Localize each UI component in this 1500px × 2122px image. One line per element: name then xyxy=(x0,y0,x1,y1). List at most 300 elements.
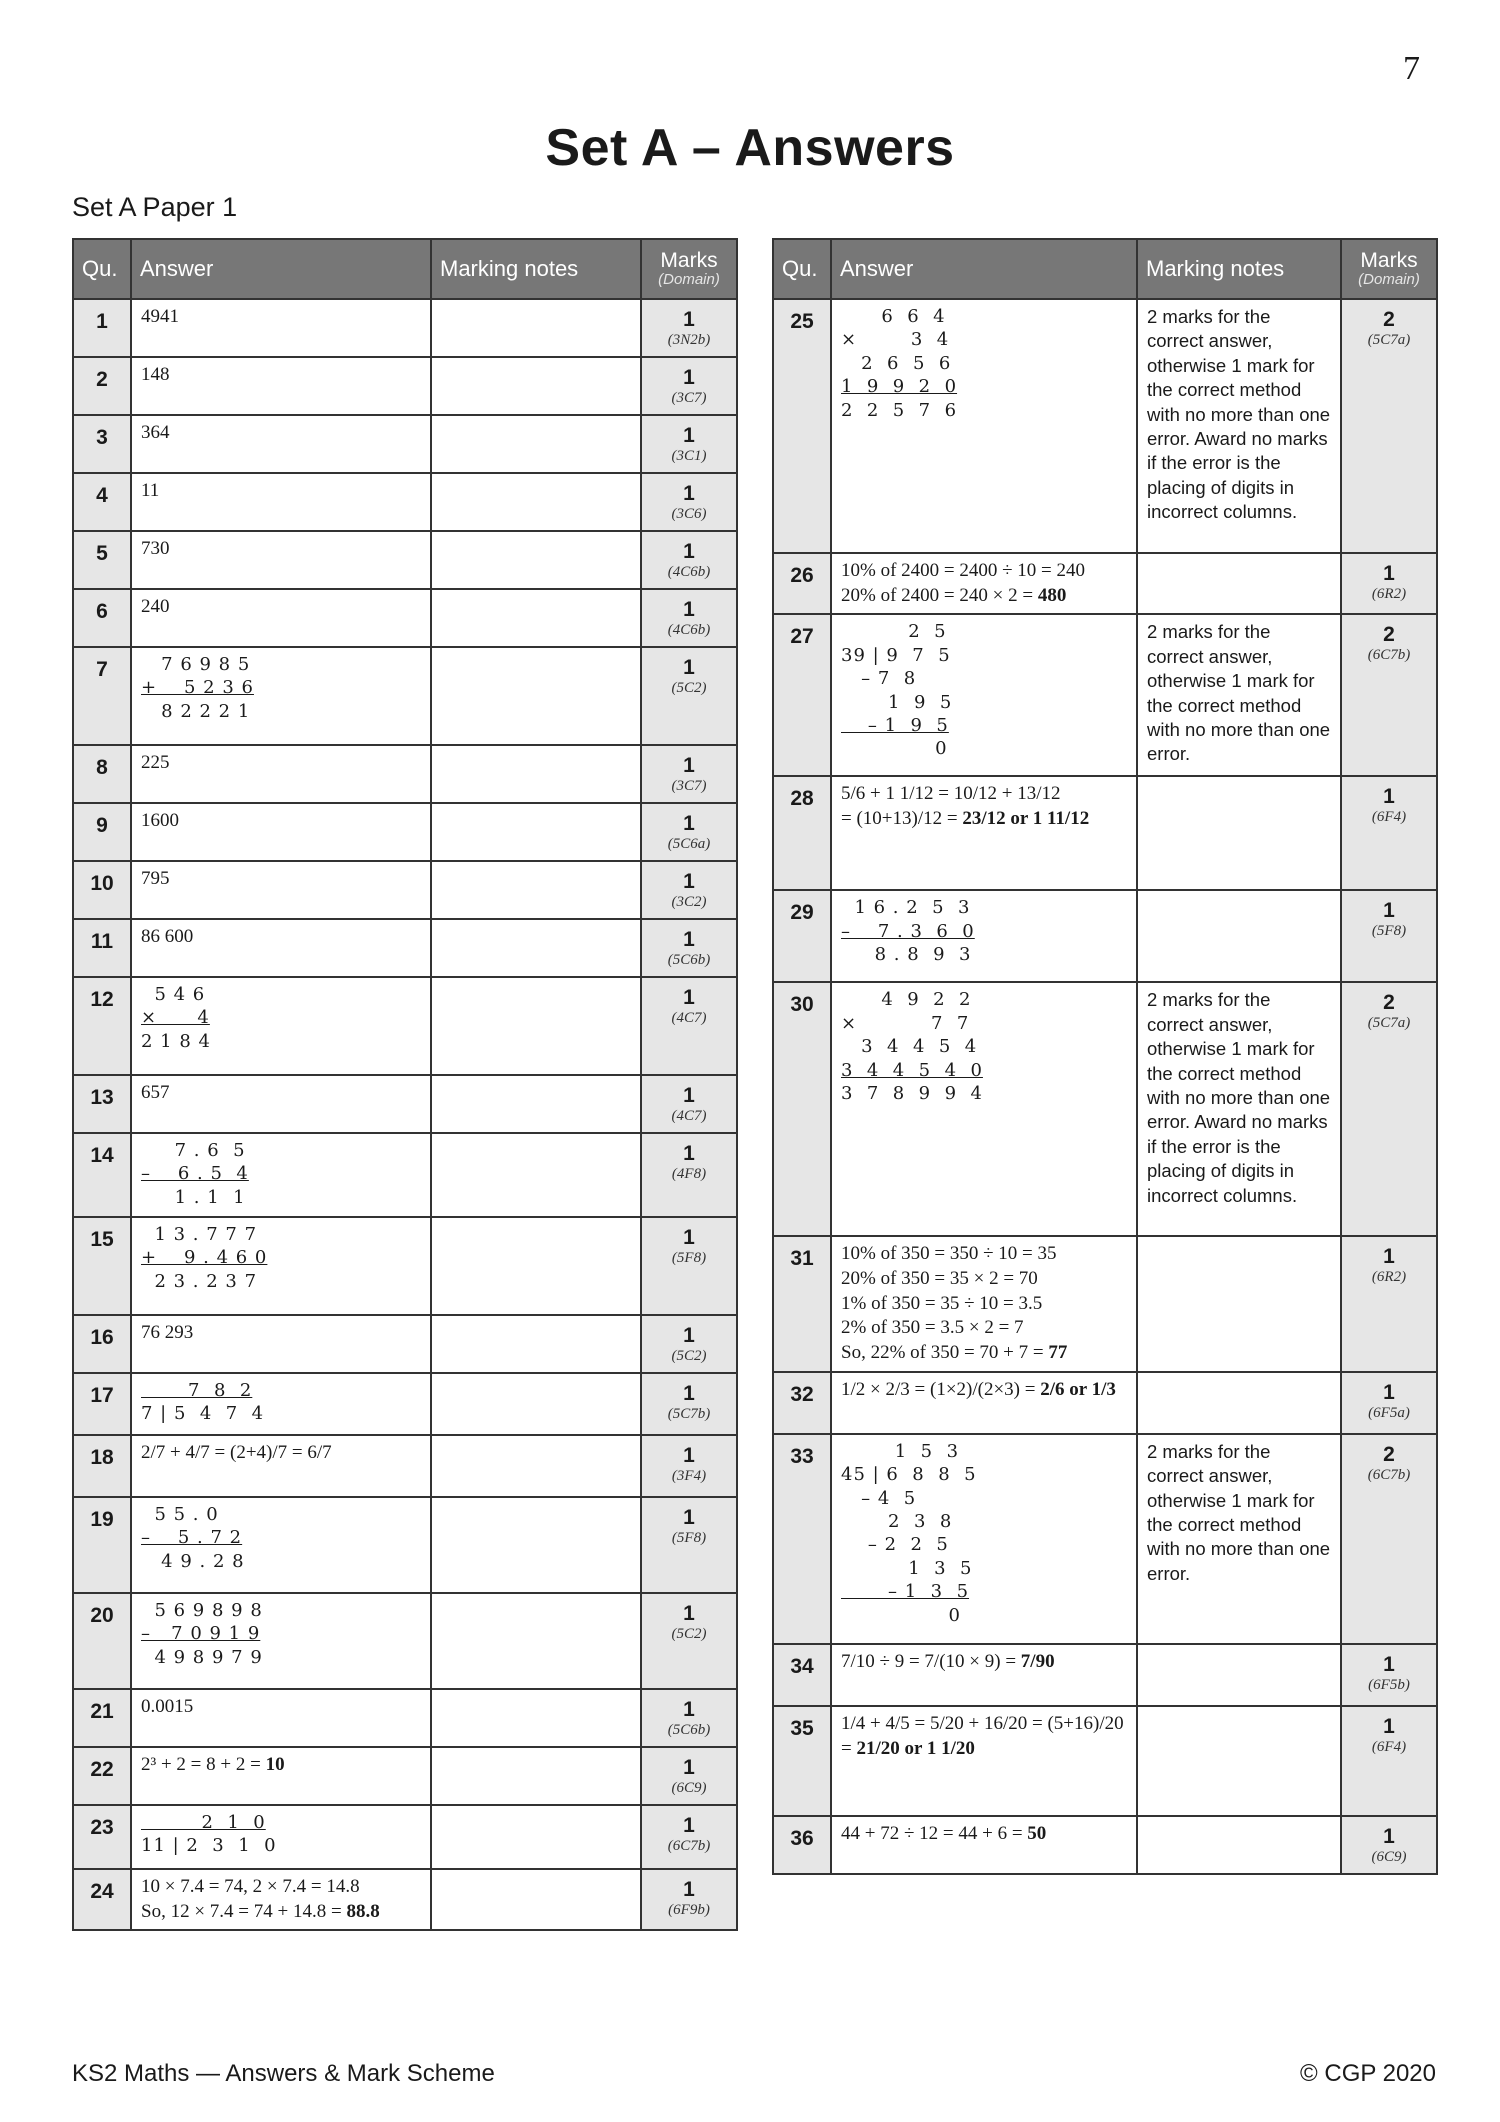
answer-line: – 2 2 5 xyxy=(841,1534,949,1556)
marks-value: 1 xyxy=(1383,1824,1395,1848)
question-number: 3 xyxy=(73,415,131,473)
paper-subtitle: Set A Paper 1 xyxy=(72,192,238,222)
question-number: 15 xyxy=(73,1217,131,1315)
answer-line: 1 . 1 1 xyxy=(141,1186,246,1208)
domain-code: (5C7b) xyxy=(667,1406,711,1423)
answer-line: – 6 . 5 4 xyxy=(141,1163,249,1185)
marks-cell xyxy=(641,803,737,861)
answer-line: 4 9 . 2 8 xyxy=(141,1550,245,1572)
domain-code: (3C7) xyxy=(671,390,707,407)
answer-cell xyxy=(131,919,431,977)
answer-cell xyxy=(831,1706,1137,1816)
table-row xyxy=(73,1075,737,1133)
marking-notes-cell xyxy=(431,919,641,977)
marking-notes-cell xyxy=(1137,1816,1341,1874)
domain-code: (5C2) xyxy=(671,680,707,697)
domain-code: (5C7a) xyxy=(1367,332,1411,349)
question-number: 18 xyxy=(73,1435,131,1497)
answer-cell xyxy=(831,553,1137,614)
marks-value: 1 xyxy=(683,928,695,951)
marks-cell xyxy=(641,299,737,357)
answer-final: 50 xyxy=(1027,1822,1047,1844)
marks-value: 1 xyxy=(683,1878,695,1901)
marks-cell xyxy=(641,1593,737,1689)
question-number: 29 xyxy=(773,890,831,982)
answer-text: = xyxy=(841,1737,857,1759)
marks-value: 1 xyxy=(683,1506,695,1529)
table-row xyxy=(73,1133,737,1217)
marks-cell xyxy=(641,1805,737,1869)
answer-line: – 1 3 5 xyxy=(841,1581,970,1603)
marking-notes-cell: 2 marks for the correct answer, otherwise 1 mark for the correct method with no more than one error. Award no marks if the error is the placing of digits in incorrect columns. xyxy=(1137,982,1341,1236)
marks-value: 1 xyxy=(683,1142,695,1165)
answer-line: 11 | 2 3 1 0 xyxy=(141,1835,277,1857)
table-row xyxy=(73,299,737,357)
answer-cell xyxy=(831,1644,1137,1706)
question-number: 12 xyxy=(73,977,131,1075)
table-row xyxy=(773,1816,1437,1874)
answer-line: 1 5 3 xyxy=(841,1440,960,1462)
question-number: 17 xyxy=(73,1373,131,1435)
answer-text: 1600 xyxy=(141,810,179,831)
table-row xyxy=(73,589,737,647)
answer-line: – 7 8 xyxy=(841,668,917,690)
marks-value: 1 xyxy=(1383,1245,1395,1269)
answer-cell xyxy=(831,1236,1137,1371)
marking-notes-cell xyxy=(431,1075,641,1133)
marking-notes-cell xyxy=(431,1747,641,1805)
answer-cell xyxy=(131,1689,431,1747)
answer-line: 3 4 4 5 4 0 xyxy=(841,1059,983,1081)
col-marks xyxy=(1341,239,1437,299)
question-number: 32 xyxy=(773,1372,831,1434)
marking-notes-cell xyxy=(431,977,641,1075)
answer-line: × 4 xyxy=(141,1007,210,1029)
question-number: 30 xyxy=(773,982,831,1236)
question-number: 19 xyxy=(73,1497,131,1593)
question-number: 7 xyxy=(73,647,131,745)
marks-cell xyxy=(641,1133,737,1217)
marks-cell xyxy=(1341,982,1437,1236)
domain-code: (6F9b) xyxy=(668,1902,710,1919)
answer-text: 7/10 ÷ 9 = 7/(10 × 9) = xyxy=(841,1650,1021,1672)
domain-code: (6R2) xyxy=(1371,1269,1407,1286)
marking-notes-cell: 2 marks for the correct answer, otherwise 1 mark for the correct method with no more than one error. xyxy=(1137,614,1341,776)
answer-text: 76 293 xyxy=(141,1322,194,1343)
marking-notes-cell xyxy=(431,1689,641,1747)
answer-line: – 1 9 5 xyxy=(841,714,949,736)
table-row xyxy=(73,745,737,803)
table-row xyxy=(773,299,1437,553)
answer-text: 1/2 × 2/3 = (1×2)/(2×3) = xyxy=(841,1378,1041,1400)
col-marks-label: Marks xyxy=(1360,249,1418,273)
marking-notes-cell xyxy=(431,1217,641,1315)
domain-code: (4C7) xyxy=(671,1108,707,1125)
question-number: 24 xyxy=(73,1869,131,1930)
marks-value: 1 xyxy=(1383,562,1395,585)
marks-value: 2 xyxy=(1383,623,1395,647)
table-row xyxy=(73,861,737,919)
marking-notes-cell xyxy=(431,1133,641,1217)
answer-text: 20% of 350 = 35 × 2 = 70 xyxy=(841,1268,1038,1290)
question-number: 22 xyxy=(73,1747,131,1805)
domain-code: (5F8) xyxy=(1371,923,1407,940)
marks-cell xyxy=(1341,1434,1437,1644)
answer-line: 3 4 4 5 4 xyxy=(841,1036,978,1058)
domain-code: (3C6) xyxy=(671,506,707,523)
marks-value: 1 xyxy=(683,1756,695,1779)
col-marking-notes: Marking notes xyxy=(1137,239,1341,299)
answer-cell xyxy=(131,647,431,745)
marks-value: 1 xyxy=(683,1814,695,1837)
marks-cell xyxy=(641,415,737,473)
answer-cell xyxy=(831,982,1137,1236)
table-row xyxy=(73,1747,737,1805)
answer-line: – 4 5 xyxy=(841,1487,917,1509)
table-row xyxy=(773,614,1437,776)
marking-notes-cell xyxy=(1137,890,1341,982)
answer-text: 86 600 xyxy=(141,926,194,947)
marks-value: 1 xyxy=(683,1324,695,1347)
answer-cell xyxy=(831,614,1137,776)
answer-cell xyxy=(131,531,431,589)
answer-text: 795 xyxy=(141,868,170,889)
answer-cell xyxy=(831,1434,1137,1644)
answer-cell xyxy=(131,1315,431,1373)
table-row xyxy=(73,919,737,977)
answer-line: 7 | 5 4 7 4 xyxy=(141,1403,265,1425)
answer-line: 45 | 6 8 8 5 xyxy=(841,1464,977,1486)
answer-line: 5 5 . 0 xyxy=(141,1504,219,1525)
domain-code: (5F8) xyxy=(671,1250,707,1267)
marks-cell xyxy=(641,1075,737,1133)
table-row xyxy=(73,1497,737,1593)
answer-text: So, 12 × 7.4 = 74 + 14.8 = xyxy=(141,1900,347,1922)
col-domain-label: (Domain) xyxy=(658,271,720,289)
marks-cell xyxy=(641,531,737,589)
answer-cell xyxy=(131,1435,431,1497)
question-number: 9 xyxy=(73,803,131,861)
answer-line: – 5 . 7 2 xyxy=(141,1527,243,1549)
domain-code: (6F4) xyxy=(1371,1738,1407,1755)
domain-code: (3C1) xyxy=(671,448,707,465)
marking-notes-cell xyxy=(431,1593,641,1689)
marking-notes-cell xyxy=(431,1315,641,1373)
answer-line: 7 6 9 8 5 xyxy=(141,654,251,675)
answer-cell xyxy=(131,1373,431,1435)
marks-value: 1 xyxy=(683,812,695,835)
answer-cell xyxy=(131,1075,431,1133)
marks-cell xyxy=(641,919,737,977)
marks-value: 1 xyxy=(683,308,695,331)
answer-cell xyxy=(131,1217,431,1315)
marks-value: 2 xyxy=(1383,991,1395,1015)
answer-cell xyxy=(131,357,431,415)
marks-cell xyxy=(1341,1372,1437,1434)
answer-line: 8 . 8 9 3 xyxy=(841,944,972,966)
answer-cell xyxy=(831,1372,1137,1434)
marks-cell xyxy=(1341,614,1437,776)
page-number: 7 xyxy=(1403,50,1420,87)
answer-cell xyxy=(831,890,1137,982)
marking-notes-cell xyxy=(431,1435,641,1497)
marks-value: 1 xyxy=(1383,1714,1395,1738)
question-number: 5 xyxy=(73,531,131,589)
domain-code: (6R2) xyxy=(1371,586,1407,603)
question-number: 14 xyxy=(73,1133,131,1217)
marks-value: 1 xyxy=(683,870,695,893)
answer-cell xyxy=(131,1133,431,1217)
marks-cell xyxy=(641,1497,737,1593)
answer-text: 225 xyxy=(141,752,170,773)
answer-cell xyxy=(131,299,431,357)
answer-text: 240 xyxy=(141,596,170,617)
marks-value: 1 xyxy=(683,366,695,389)
answer-line: 1 9 5 xyxy=(841,691,953,713)
marks-cell xyxy=(1341,1236,1437,1371)
marks-cell xyxy=(641,1217,737,1315)
marks-value: 1 xyxy=(1383,899,1395,923)
answer-line: 1 6 . 2 5 3 xyxy=(841,897,971,919)
table-row xyxy=(773,890,1437,982)
question-number: 6 xyxy=(73,589,131,647)
marking-notes-cell xyxy=(431,745,641,803)
answer-line: – 7 . 3 6 0 xyxy=(841,920,975,942)
answer-cell xyxy=(131,745,431,803)
marks-cell xyxy=(641,861,737,919)
answer-line: 2 2 5 7 6 xyxy=(841,399,958,421)
table-row xyxy=(73,473,737,531)
domain-code: (6C9) xyxy=(671,1780,707,1797)
marks-value: 1 xyxy=(683,424,695,447)
domain-code: (4C6b) xyxy=(667,622,711,639)
answer-line: × 7 7 xyxy=(841,1012,970,1034)
answer-text: = (10+13)/12 = xyxy=(841,808,963,830)
marks-value: 1 xyxy=(683,482,695,505)
answer-line: 2 5 xyxy=(841,621,947,643)
marks-cell xyxy=(1341,776,1437,890)
question-number: 27 xyxy=(773,614,831,776)
answer-line: 1 3 5 xyxy=(841,1557,973,1579)
table-row xyxy=(73,357,737,415)
marks-cell xyxy=(641,647,737,745)
answer-final: 480 xyxy=(1037,584,1067,606)
domain-code: (5C2) xyxy=(671,1348,707,1365)
answer-text: 730 xyxy=(141,538,170,559)
marks-value: 1 xyxy=(683,1698,695,1721)
marking-notes-cell xyxy=(431,803,641,861)
marks-value: 1 xyxy=(683,1382,695,1405)
marks-cell xyxy=(641,1435,737,1497)
table-row xyxy=(773,776,1437,890)
marking-notes-cell xyxy=(431,1869,641,1930)
marks-value: 1 xyxy=(683,1444,695,1467)
answer-final: 10 xyxy=(265,1754,285,1775)
table-row xyxy=(773,1644,1437,1706)
marks-cell xyxy=(1341,299,1437,553)
marking-notes-cell xyxy=(1137,1644,1341,1706)
footer-title: KS2 Maths — Answers & Mark Scheme xyxy=(72,2060,495,2087)
marking-notes-cell xyxy=(431,357,641,415)
answer-line: 4 9 8 9 7 9 xyxy=(141,1646,263,1668)
marks-cell xyxy=(641,1315,737,1373)
marks-value: 1 xyxy=(683,656,695,679)
marks-value: 1 xyxy=(683,598,695,621)
domain-code: (3C2) xyxy=(671,894,707,911)
answer-final: 21/20 or 1 1/20 xyxy=(856,1737,975,1759)
marks-value: 1 xyxy=(1383,1380,1395,1404)
table-row xyxy=(73,1217,737,1315)
marking-notes-cell: 2 marks for the correct answer, otherwise 1 mark for the correct method with no more than one error. xyxy=(1137,1434,1341,1644)
answer-line: 2 1 8 4 xyxy=(141,1030,211,1052)
marks-cell xyxy=(1341,1706,1437,1816)
answer-text: 10 × 7.4 = 74, 2 × 7.4 = 14.8 xyxy=(141,1876,360,1897)
marks-cell xyxy=(641,357,737,415)
marks-cell xyxy=(641,1869,737,1930)
table-row xyxy=(73,803,737,861)
answer-final: 88.8 xyxy=(346,1900,380,1922)
marking-notes-cell xyxy=(1137,1372,1341,1434)
table-row xyxy=(73,1593,737,1689)
answer-line: 7 8 2 xyxy=(141,1380,253,1401)
marking-notes-cell xyxy=(431,1373,641,1435)
answer-line: 2 3 8 xyxy=(841,1510,953,1532)
answer-text: So, 22% of 350 = 70 + 7 = xyxy=(841,1342,1049,1364)
table-header-row xyxy=(773,239,1437,299)
domain-code: (5F8) xyxy=(671,1530,707,1547)
marking-notes-cell xyxy=(1137,776,1341,890)
question-number: 33 xyxy=(773,1434,831,1644)
answer-line: 8 2 2 2 1 xyxy=(141,700,251,722)
col-marks-label: Marks xyxy=(660,249,718,273)
marks-value: 1 xyxy=(1383,1652,1395,1676)
answer-text: 2% of 350 = 3.5 × 2 = 7 xyxy=(841,1317,1024,1339)
marks-value: 1 xyxy=(683,540,695,563)
marking-notes-cell xyxy=(431,1805,641,1869)
table-row xyxy=(773,982,1437,1236)
domain-code: (5C2) xyxy=(671,1626,707,1643)
answer-cell xyxy=(131,1497,431,1593)
table-row xyxy=(73,1689,737,1747)
answer-line: 7 . 6 5 xyxy=(141,1140,246,1161)
marking-notes-cell xyxy=(431,861,641,919)
domain-code: (4C6b) xyxy=(667,564,711,581)
answer-cell xyxy=(831,299,1137,553)
question-number: 2 xyxy=(73,357,131,415)
question-number: 26 xyxy=(773,553,831,614)
question-number: 10 xyxy=(73,861,131,919)
table-row xyxy=(73,1315,737,1373)
answer-text: 2/7 + 4/7 = (2+4)/7 = 6/7 xyxy=(141,1442,332,1463)
domain-code: (6F4) xyxy=(1371,809,1407,826)
table-row xyxy=(73,977,737,1075)
marking-notes-cell xyxy=(431,589,641,647)
domain-code: (6F5a) xyxy=(1368,1404,1410,1421)
domain-code: (4C7) xyxy=(671,1010,707,1027)
answer-cell xyxy=(131,1747,431,1805)
answer-line: 2 3 . 2 3 7 xyxy=(141,1270,258,1292)
marks-value: 1 xyxy=(683,1226,695,1249)
marking-notes-cell xyxy=(1137,1706,1341,1816)
marking-notes-cell: 2 marks for the correct answer, otherwise 1 mark for the correct method with no more than one error. Award no marks if the error is the placing of digits in incorrect columns. xyxy=(1137,299,1341,553)
domain-code: (5C7a) xyxy=(1367,1015,1411,1032)
question-number: 35 xyxy=(773,1706,831,1816)
question-number: 28 xyxy=(773,776,831,890)
answers-table-right xyxy=(772,238,1438,1875)
marks-value: 1 xyxy=(1383,785,1395,809)
domain-code: (3N2b) xyxy=(667,332,711,349)
marks-value: 1 xyxy=(683,986,695,1009)
answer-line: 5 4 6 xyxy=(141,984,206,1005)
answer-final: 7/90 xyxy=(1020,1650,1055,1672)
marking-notes-cell xyxy=(1137,553,1341,614)
marking-notes-cell xyxy=(431,531,641,589)
answer-text: 1/4 + 4/5 = 5/20 + 16/20 = (5+16)/20 xyxy=(841,1712,1124,1734)
answer-line: 0 xyxy=(841,1604,961,1626)
table-row xyxy=(73,1435,737,1497)
marks-cell xyxy=(641,1747,737,1805)
answer-text: 10% of 2400 = 2400 ÷ 10 = 240 xyxy=(841,560,1086,581)
answer-final: 2/6 or 1/3 xyxy=(1040,1378,1116,1400)
col-answer: Answer xyxy=(131,239,431,299)
answer-line: 3 7 8 9 9 4 xyxy=(841,1082,983,1104)
marks-cell xyxy=(1341,890,1437,982)
answer-text: 1% of 350 = 35 ÷ 10 = 3.5 xyxy=(841,1292,1043,1314)
domain-code: (5C6b) xyxy=(667,1722,711,1739)
answer-text: 5/6 + 1 1/12 = 10/12 + 13/12 xyxy=(841,783,1061,805)
question-number: 20 xyxy=(73,1593,131,1689)
col-qu: Qu. xyxy=(773,239,831,299)
table-row xyxy=(73,647,737,745)
marks-value: 1 xyxy=(683,754,695,777)
question-number: 36 xyxy=(773,1816,831,1874)
table-row xyxy=(73,415,737,473)
domain-code: (4F8) xyxy=(671,1166,707,1183)
answer-cell xyxy=(831,1816,1137,1874)
answer-cell xyxy=(131,473,431,531)
answer-line: 6 6 4 xyxy=(841,306,946,327)
table-row xyxy=(73,1869,737,1930)
answer-cell xyxy=(831,776,1137,890)
marks-cell xyxy=(641,745,737,803)
answer-cell xyxy=(131,977,431,1075)
answer-text: 0.0015 xyxy=(141,1696,194,1717)
marks-cell xyxy=(1341,553,1437,614)
answer-text: 10% of 350 = 350 ÷ 10 = 35 xyxy=(841,1243,1057,1265)
answer-line: 2 1 0 xyxy=(141,1812,266,1833)
page-title: Set A – Answers xyxy=(545,119,955,177)
table-header-row xyxy=(73,239,737,299)
answer-line: 5 6 9 8 9 8 xyxy=(141,1600,263,1621)
answer-cell xyxy=(131,861,431,919)
answer-text: 364 xyxy=(141,422,170,443)
answer-final: 23/12 or 1 11/12 xyxy=(962,808,1090,830)
answer-line: 39 | 9 7 5 xyxy=(841,644,951,666)
marks-cell xyxy=(1341,1816,1437,1874)
table-row xyxy=(73,531,737,589)
marks-cell xyxy=(1341,1644,1437,1706)
col-domain-label: (Domain) xyxy=(1358,271,1420,289)
marks-cell xyxy=(641,1689,737,1747)
answer-line: 1 3 . 7 7 7 xyxy=(141,1224,258,1245)
answer-final: 77 xyxy=(1048,1342,1068,1364)
question-number: 25 xyxy=(773,299,831,553)
marking-notes-cell xyxy=(431,647,641,745)
answer-line: – 7 0 9 1 9 xyxy=(141,1623,261,1645)
col-qu: Qu. xyxy=(73,239,131,299)
answer-line: 4 9 2 2 xyxy=(841,989,972,1011)
question-number: 13 xyxy=(73,1075,131,1133)
